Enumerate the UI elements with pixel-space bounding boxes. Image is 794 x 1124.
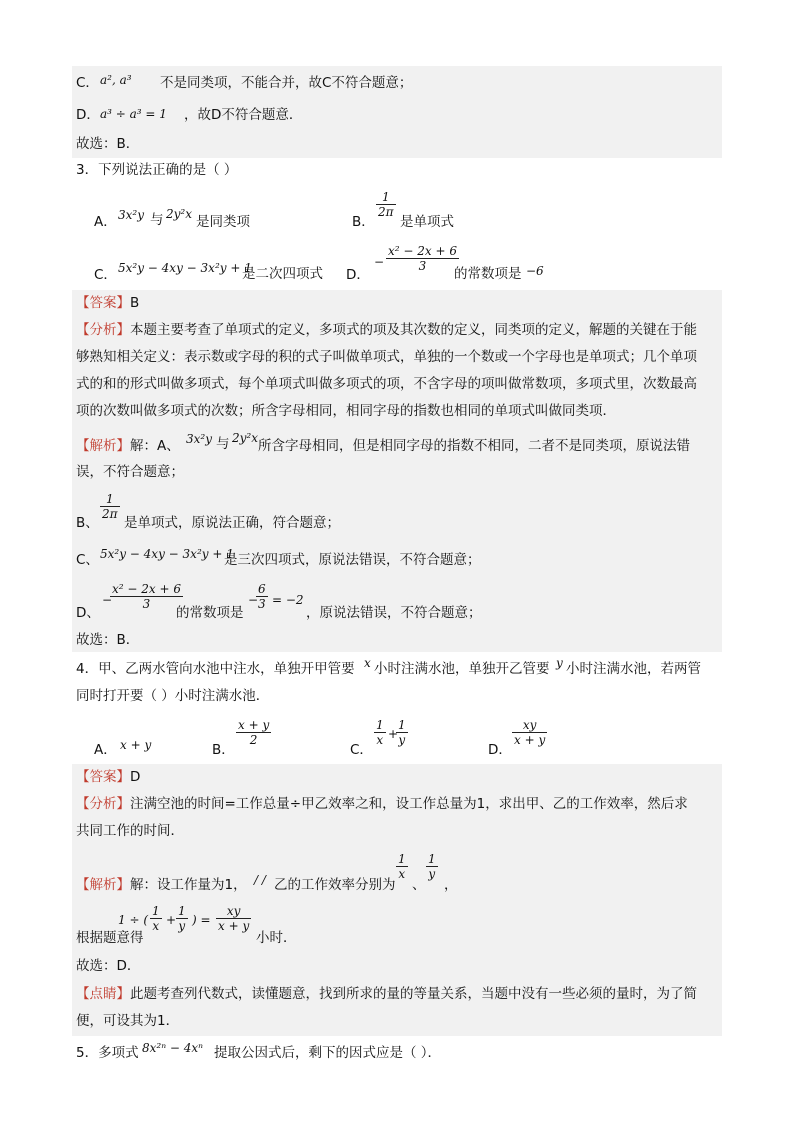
q3-option-b-label: B． [352,214,375,230]
explain-a-label: 解：A、 [130,438,180,454]
explain-d-mid: 的常数项是 [176,605,244,621]
fraction-denominator: 2π [102,507,118,521]
question-4-x: x [364,656,371,670]
choose-line-1: 故选：B． [76,136,140,152]
q4-option-c-fraction-1 [374,718,386,747]
q4-option-c-label: C． [350,742,373,758]
analysis-tag: 【分析】 [76,322,130,338]
explain-a-expr1: 3x²y [186,432,212,446]
fraction-numerator: x² − 2x + 6 [388,244,457,258]
option-d-label: D． [76,107,100,123]
explain-b-text: 是单项式，原说法正确，符合题意； [124,515,340,531]
fraction-denominator: 2π [378,205,394,219]
fraction-numerator: xy [216,904,251,919]
answer-2-value: D [130,769,141,785]
q3-option-d-label: D． [346,267,370,283]
fraction-denominator: 3 [258,597,266,611]
explain-a-line-2: 误，不符合题意； [76,464,184,480]
explain-d-label: D、 [76,605,100,621]
answer-value: B [130,295,140,311]
q4-option-a-label: A． [94,742,117,758]
q3-option-a-expr1: 3x²y [118,208,144,222]
q4-option-c-plus: + [388,727,399,741]
q4-option-a-expr: x + y [120,738,152,752]
fraction-numerator: 1 [428,852,436,866]
explain-c-label: C、 [76,552,99,568]
q3-option-c-text: 是二次四项式 [242,266,323,282]
explain-a-with: 与 [216,436,230,452]
fraction-numerator: 6 [258,582,266,596]
analysis-line-3: 式的和的形式叫做多项式，每个单项式叫做多项式的项，不含字母的项叫做常数项，多项式里，次数最高 [76,376,697,392]
explain-a-expr2: 2y²x [232,431,258,445]
q3-option-d-fraction [386,244,459,273]
q3-option-a-expr2: 2y²x [166,207,192,221]
fraction-denominator: 2 [249,733,258,747]
explain-2-end: ， [444,877,458,893]
option-d-text: ，故D不符合题意． [184,107,303,123]
explain-tag: 【解析】 [76,438,130,454]
fraction-denominator: x + y [514,733,546,747]
explain-2-eq-left: 1 ÷ ( [118,913,148,927]
explain-2-line-2: 根据题意得 [76,930,144,946]
q3-option-d-minus: − [374,255,385,269]
q4-option-b-fraction [236,718,271,747]
explain-2-fraction-2 [426,852,438,881]
q3-option-a-text: 是同类项 [196,214,250,230]
option-c-label: C． [76,75,99,91]
fraction-numerator: xy [512,718,547,733]
fraction-numerator: 1 [398,718,406,732]
explain-d-fraction [110,582,183,611]
analysis-2-line-2: 共同工作的时间． [76,823,184,839]
explain-2-unit: 小时． [256,930,297,946]
answer-tag: 【答案】 [76,295,130,311]
point-line-2: 便，可设其为1． [76,1013,180,1029]
question-5-end: 提取公因式后，剩下的因式应是（ ）． [214,1045,442,1061]
fraction-denominator: y [178,919,186,933]
q4-option-d-fraction [512,718,547,747]
analysis-2-line-1: 注满空池的时间=工作总量÷甲乙效率之和，设工作总量为1，求出甲、乙的工作效率，然后求 [130,796,688,812]
fraction-denominator: x [398,867,406,881]
option-c-expr: a², a³ [100,73,132,87]
explain-c-expr: 5x²y − 4xy − 3x²y + 1 [100,547,234,561]
choose-line-2: 故选：B． [76,632,140,648]
answer-2-tag: 【答案】 [76,769,130,785]
choose-line-3: 故选：D． [76,958,141,974]
question-4-line-1b: 小时注满水池，单独开乙管要 [374,661,550,677]
fraction-denominator: x [152,919,160,933]
fraction-numerator: 1 [178,904,186,918]
fraction-denominator: y [428,867,436,881]
question-3-stem: 3．下列说法正确的是（ ） [76,162,238,178]
fraction-numerator: 1 [376,190,396,205]
explain-d-equals: = −2 [272,593,304,607]
analysis-line-1: 本题主要考查了单项式的定义，多项式的项及其次数的定义，同类项的定义，解题的关键在于能 [130,322,697,338]
fraction-numerator: 1 [100,492,120,507]
explain-c-text: 是三次四项式，原说法错误，不符合题意； [224,552,481,568]
analysis-line-4: 项的次数叫做多项式的次数；所含字母相同，相同字母的指数也相同的单项式叫做同类项． [76,403,616,419]
fraction-numerator: x + y [238,718,270,732]
fraction-numerator: 1 [398,852,406,866]
question-4-line-2: 同时打开要（ ）小时注满水池． [76,688,270,704]
fraction-denominator: x + y [218,919,250,933]
explain-2-eq-close: ) = [192,913,211,927]
option-d-expr: a³ ÷ a³ = 1 [100,107,167,121]
explain-d-fraction-2 [256,582,268,611]
question-5-expr: 8x²ⁿ − 4xⁿ [142,1041,204,1055]
q3-option-b-fraction [376,190,396,219]
q3-option-b-text: 是单项式 [400,214,454,230]
explain-2-tag: 【解析】 [76,877,130,893]
q3-option-a-label: A． [94,214,117,230]
analysis-2-tag: 【分析】 [76,796,130,812]
question-4-line-1a: 4．甲、乙两水管向水池中注水，单独开甲管要 [76,661,355,677]
explain-2-eq-fraction-2 [176,904,188,933]
explain-d-text: ，原说法错误，不符合题意； [306,605,482,621]
option-c-text: 不是同类项，不能合并，故C不符合题意； [160,75,413,91]
fraction-numerator: 1 [152,904,160,918]
q4-option-b-label: B． [212,742,235,758]
q4-option-d-label: D． [488,742,512,758]
point-line-1: 此题考查列代数式，读懂题意，找到所求的量的等量关系，当题中没有一些必须的量时，为了简 [130,986,697,1002]
q3-option-d-text: 的常数项是 [454,266,522,282]
fraction-numerator: 1 [376,718,384,732]
explain-2-text-2: 乙的工作效率分别为 [274,877,396,893]
q3-option-d-value: −6 [526,264,544,278]
analysis-line-2: 够熟知相关定义：表示数或字母的积的式子叫做单项式，单独的一个数或一个字母也是单项式；几个单项 [76,349,697,365]
explain-2-marks: / / [254,873,266,887]
explain-2-eq-fraction-3 [216,904,251,933]
explain-2-eq-plus: + [166,913,177,927]
fraction-denominator: 3 [142,597,151,611]
fraction-numerator: x² − 2x + 6 [112,582,181,596]
question-4-line-1c: 小时注满水池，若两管 [566,661,701,677]
explain-2-separator: 、 [412,877,426,893]
q3-option-c-expr: 5x²y − 4xy − 3x²y + 1 [118,261,252,275]
explain-2-text: 解：设工作量为1， [130,877,247,893]
question-5-start: 5．多项式 [76,1045,139,1061]
fraction-denominator: 3 [418,259,427,273]
explain-d-minus-2: − [248,593,259,607]
fraction-denominator: x [376,733,384,747]
explain-b-fraction [100,492,120,521]
explain-a-text: 所含字母相同，但是相同字母的指数不相同，二者不是同类项，原说法错 [258,438,690,454]
fraction-denominator: y [398,733,406,747]
explain-d-minus: − [102,593,113,607]
q3-option-c-label: C． [94,267,117,283]
question-4-y: y [556,656,563,670]
point-tag: 【点睛】 [76,986,130,1002]
q3-option-a-with: 与 [150,212,164,228]
explain-2-fraction-1 [396,852,408,881]
q4-option-c-fraction-2 [396,718,408,747]
explain-b-label: B、 [76,515,99,531]
explain-2-eq-fraction-1 [150,904,162,933]
